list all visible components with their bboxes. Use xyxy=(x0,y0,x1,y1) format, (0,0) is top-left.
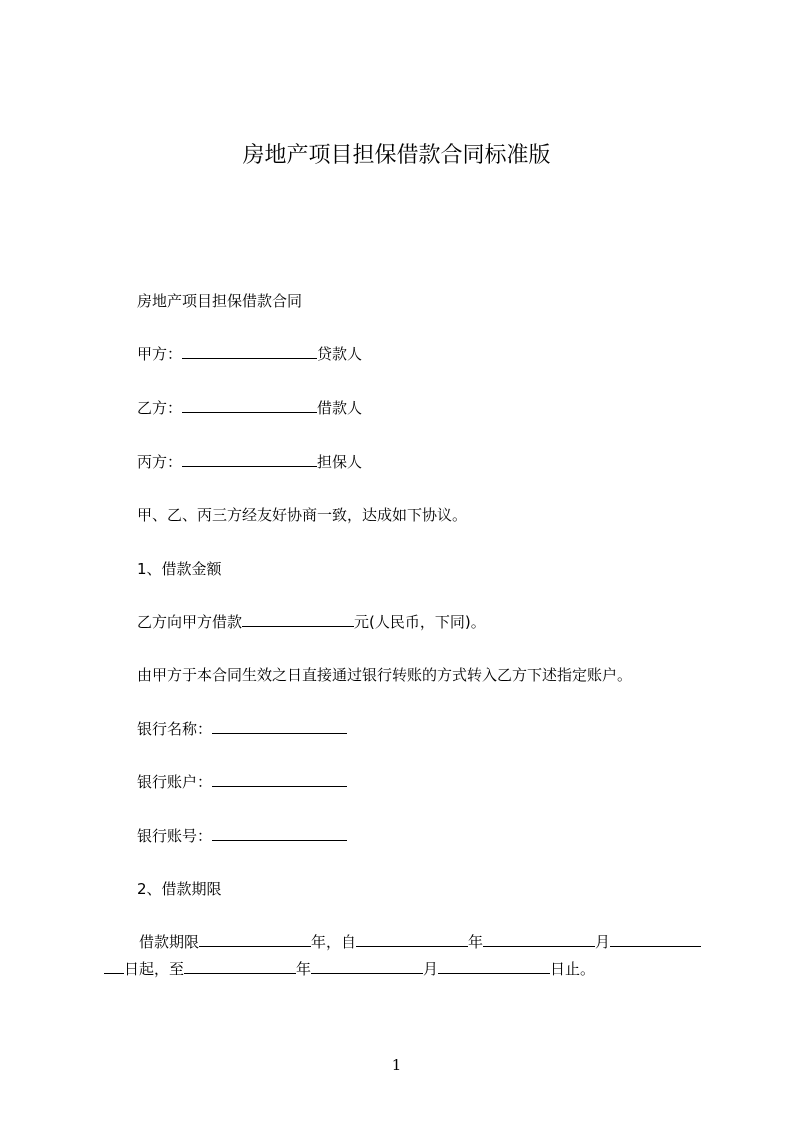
section-2-heading: 2、借款期限 xyxy=(137,880,222,898)
document-title: 房地产项目担保借款合同标准版 xyxy=(242,143,551,168)
bank-name-label: 银行名称： xyxy=(137,720,213,738)
party-c-line xyxy=(137,450,362,474)
loan-term-line-2 xyxy=(104,957,595,981)
term-end: 日止。 xyxy=(550,960,596,978)
term-day-start: 日起，至 xyxy=(124,960,185,978)
start-year-blank xyxy=(356,932,468,947)
party-c-blank xyxy=(182,452,317,467)
start-day-blank-part2 xyxy=(104,959,124,974)
loan-amount-suffix: 元(人民币，下同)。 xyxy=(354,613,486,631)
term-month: 月 xyxy=(595,933,611,951)
party-a-blank xyxy=(182,344,317,359)
loan-amount-blank xyxy=(242,612,354,627)
bank-number-label: 银行账号： xyxy=(137,827,213,845)
term-year: 年 xyxy=(468,933,484,951)
bank-name-line xyxy=(137,717,347,741)
party-a-line xyxy=(137,342,362,366)
term-year-2: 年 xyxy=(296,960,312,978)
agreement-intro: 甲、乙、丙三方经友好协商一致，达成如下协议。 xyxy=(137,506,468,524)
loan-term-line-1 xyxy=(139,930,701,954)
term-year-from: 年，自 xyxy=(311,933,357,951)
end-year-blank xyxy=(184,959,296,974)
bank-number-blank xyxy=(212,826,347,841)
page-number: 1 xyxy=(391,1056,402,1074)
bank-account-line xyxy=(137,770,347,794)
party-b-blank xyxy=(182,398,317,413)
loan-amount-prefix: 乙方向甲方借款 xyxy=(137,613,243,631)
bank-number-line xyxy=(137,824,347,848)
bank-account-label: 银行账户： xyxy=(137,773,213,791)
term-prefix: 借款期限 xyxy=(139,933,200,951)
loan-amount-line xyxy=(137,610,486,634)
bank-account-blank xyxy=(212,772,347,787)
party-b-line xyxy=(137,396,362,420)
end-month-blank xyxy=(311,959,423,974)
transfer-text: 由甲方于本合同生效之日直接通过银行转账的方式转入乙方下述指定账户。 xyxy=(137,666,633,684)
party-b-role: 借款人 xyxy=(317,399,363,417)
contract-subtitle: 房地产项目担保借款合同 xyxy=(137,292,303,310)
section-1-heading: 1、借款金额 xyxy=(137,560,222,578)
party-a-label: 甲方： xyxy=(137,345,183,363)
term-length-blank xyxy=(199,932,311,947)
party-c-label: 丙方： xyxy=(137,453,183,471)
term-month-2: 月 xyxy=(423,960,439,978)
party-c-role: 担保人 xyxy=(317,453,363,471)
party-a-role: 贷款人 xyxy=(317,345,363,363)
start-month-blank xyxy=(483,932,595,947)
end-day-blank xyxy=(438,959,550,974)
party-b-label: 乙方： xyxy=(137,399,183,417)
bank-name-blank xyxy=(212,719,347,734)
start-day-blank-part1 xyxy=(610,932,701,947)
